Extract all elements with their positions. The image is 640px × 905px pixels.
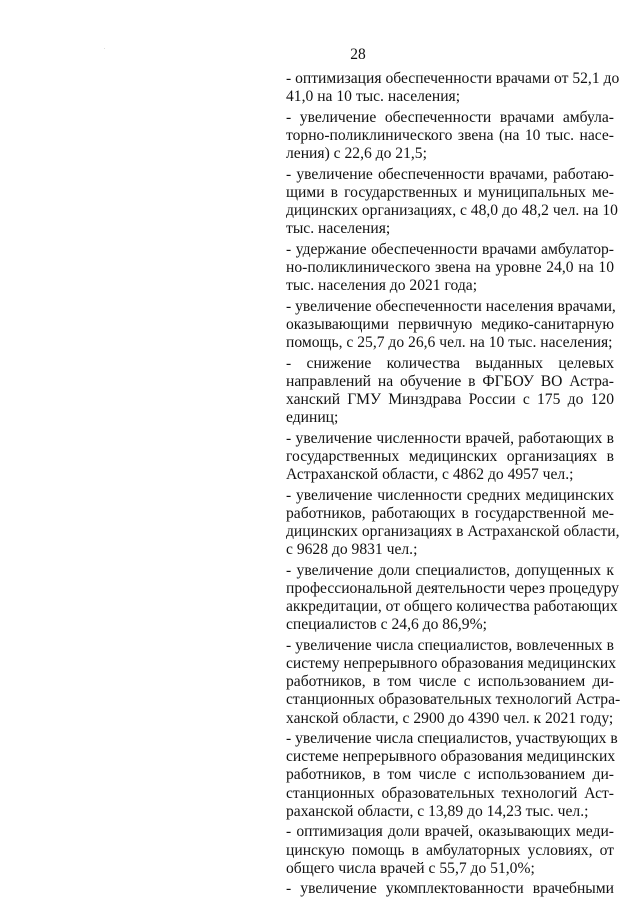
list-item [286,823,614,878]
text-line: дицинских организациях в Астраханской области, [286,522,620,540]
text-line: единиц; [286,409,339,427]
text-line: - увеличение численности средних медицинских [286,486,614,504]
text-line: Астраханской области, с 4862 до 4957 чел.; [286,466,574,484]
text-line: дицинских организациях, с 48,0 до 48,2 чел. на 10 [286,202,618,220]
text-line: тыс. населения; [286,220,391,238]
text-line: раханской области, с 13,89 до 14,23 тыс. чел.; [286,802,589,820]
list-item [286,70,620,106]
text-line: с 9628 до 9831 чел.; [286,541,418,559]
text-line: но-поликлинического звена на уровне 24,0 на 10 [286,258,614,276]
list-item [286,636,621,728]
list-item [286,241,614,296]
text-line: ханской области, с 2900 до 4390 чел. к 2021 году; [286,709,614,727]
list-item [286,880,614,898]
text-line: работников, в том числе с использованием ди- [286,766,614,784]
text-line: тыс. населения до 2021 года; [286,277,478,295]
text-line: - оптимизация обеспеченности врачами от 52,1 до [286,70,620,87]
text-line: оказывающими первичную медико-санитарную [286,315,614,333]
text-line: 41,0 на 10 тыс. населения; [286,88,461,106]
list-item [286,165,618,239]
text-line: - увеличение доли специалистов, допущенных к [286,561,614,579]
list-item [286,430,614,485]
text-line: системе непрерывного образования медицинских [286,748,616,766]
text-line: - увеличение обеспеченности врачами, работаю- [286,165,614,183]
text-line: - увеличение числа специалистов, участвующих в [286,730,618,748]
list-item [286,730,618,821]
list-item [286,561,620,635]
text-line: торно-поликлинического звена (на 10 тыс. насе- [286,126,614,144]
text-line: щими в государственных и муниципальных ме- [286,183,614,201]
text-line: - снижение количества выданных целевых [286,354,614,372]
text-line: профессиональной деятельности через процедуру [286,579,620,597]
text-line: направлений на обучение в ФГБОУ ВО Астра- [286,372,614,390]
page-number: 28 [350,46,366,63]
text-line: - оптимизация доли врачей, оказывающих меди- [286,823,614,841]
text-line: работников, в том числе с использованием ди- [286,673,614,691]
text-line: - увеличение обеспеченности населения врачами, [286,297,616,315]
list-item [286,109,614,164]
text-column [286,70,621,901]
text-line: государственных медицинских организациях в [286,447,614,465]
text-line: - удержание обеспеченности врачами амбулатор- [286,240,614,258]
text-line: станционных образовательных технологий Астра- [286,691,621,709]
text-line: - увеличение числа специалистов, вовлеченных в [286,636,614,654]
text-line: помощь, с 25,7 до 26,6 чел. на 10 тыс. населения; [286,334,613,352]
text-line: цинскую помощь в амбулаторных условиях, от [286,841,614,859]
text-line: - увеличение укомплектованности врачебными [286,880,614,898]
text-line: аккредитации, от общего количества работающих [286,598,618,616]
list-item [286,298,614,353]
text-line: ханский ГМУ Минздрава России с 175 до 120 [286,390,614,408]
text-line: - увеличение обеспеченности врачами амбула- [286,108,614,126]
text-line: специалистов с 24,6 до 86,9%; [286,616,487,634]
list-item [286,486,620,560]
text-line: общего числа врачей с 55,7 до 51,0%; [286,859,535,877]
list-item [286,355,614,428]
text-line: ления) с 22,6 до 21,5; [286,145,427,163]
text-line: - увеличение численности врачей, работающих в [286,429,614,447]
text-line: работников, работающих в государственной ме- [286,504,614,522]
text-line: станционных образовательных технологий Аст- [286,784,614,802]
text-line: систему непрерывного образования медицинских [286,654,616,672]
